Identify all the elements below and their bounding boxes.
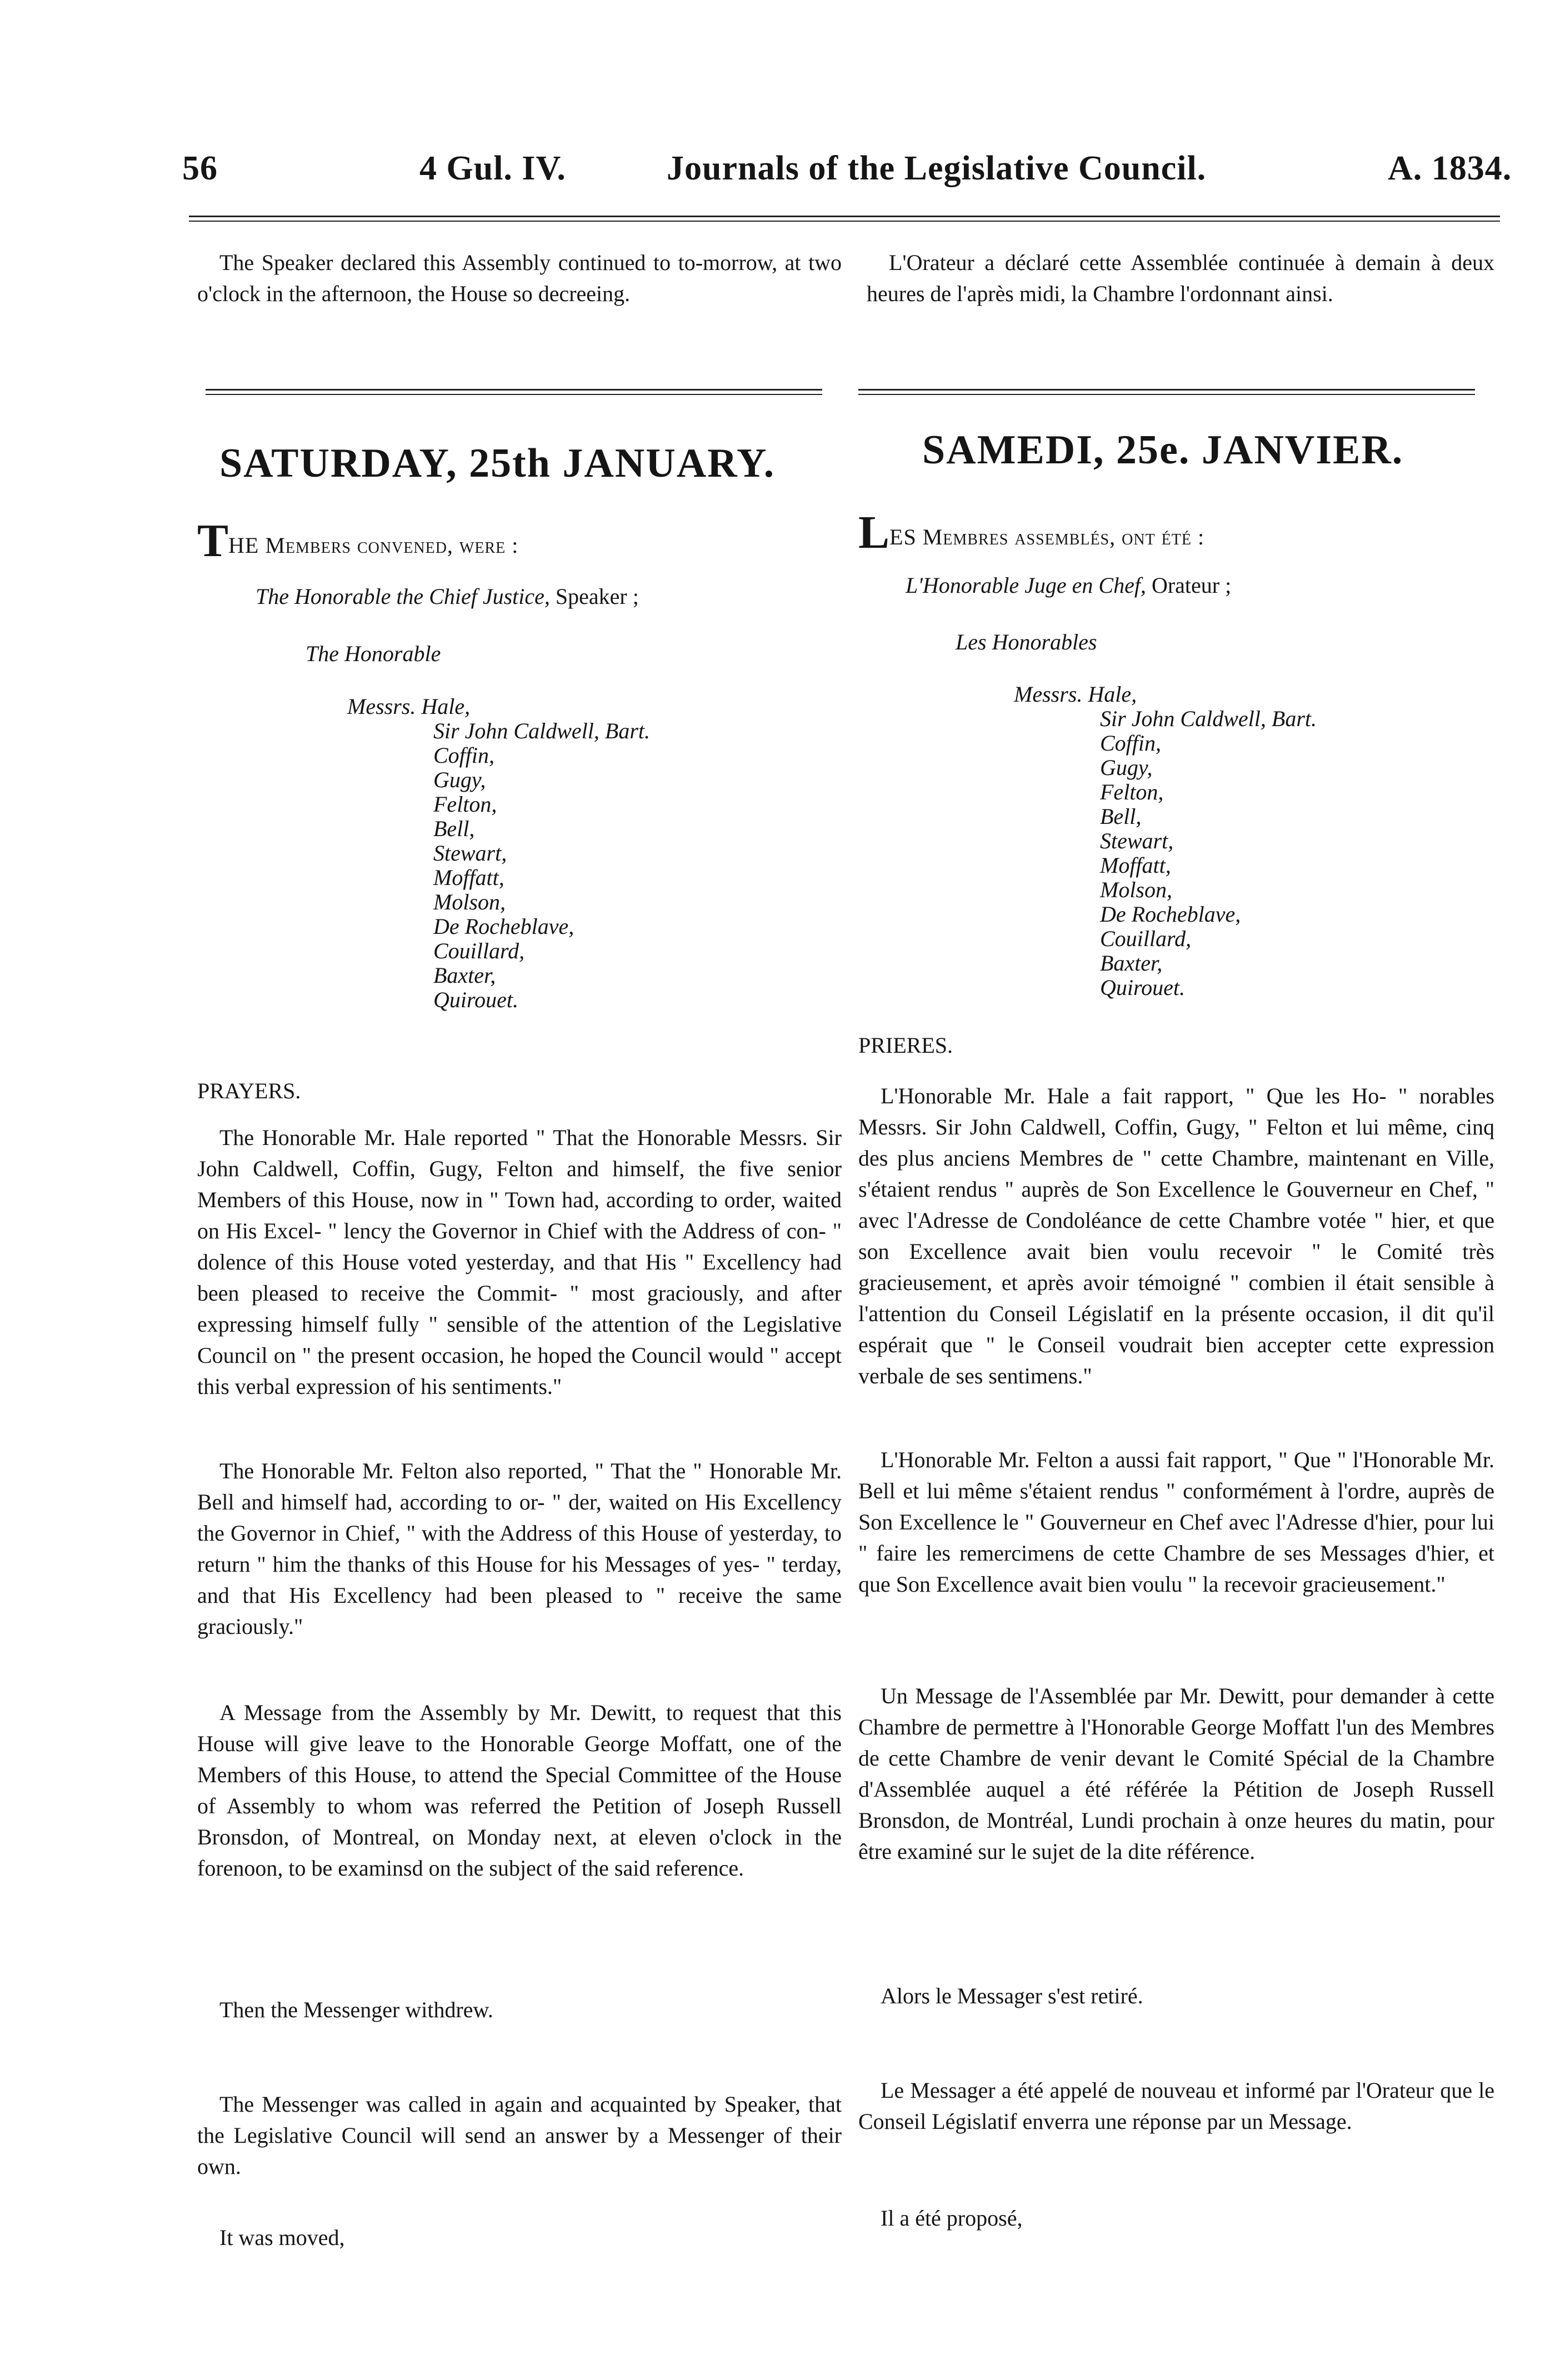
french-member-9: De Rocheblave, xyxy=(1100,902,1241,927)
french-para-felton-report: L'Honorable Mr. Felton a aussi fait rapport, " Que " l'Honorable Mr. Bell et lui même s'étaient rendus " conformément à l'ordre, auprès de Son Excellence le " Gouverneur en Chef avec l'Adresse d'hier, pour lui " faire les remercimens de cette Chambre de ses Messages d'hier, et que Son Excellence avait bien voulu " la recevoir gracieusement." xyxy=(858,1447,1494,1597)
english-member-9: De Rocheblave, xyxy=(433,914,574,939)
english-member-5: Bell, xyxy=(433,816,475,841)
english-speaker-line xyxy=(256,583,639,609)
speaker-title: The Honorable the Chief Justice, xyxy=(256,584,550,609)
french-member-0: Messrs. Hale, xyxy=(1014,682,1137,707)
french-member-8: Molson, xyxy=(1100,877,1172,902)
speaker-role-fr: Orateur ; xyxy=(1146,573,1232,598)
french-para-messenger-recalled: Le Messager a été appelé de nouveau et informé par l'Orateur que le Conseil Législatif enverra une réponse par un Message. xyxy=(858,2078,1494,2134)
french-member-4: Felton, xyxy=(1100,779,1164,804)
french-para-assembly-message: Un Message de l'Assemblée par Mr. Dewitt, pour demander à cette Chambre de permettre à l'Honorable George Moffatt l'un des Membres de cette Chambre de venir devant le Comité Spécial de la Chambre d'Assemblée auquel a été référée la Pétition de Joseph Russell Bronsdon, de Montréal, Lundi prochain à onze heures du matin, pour être examiné sur le sujet de la dite référence. xyxy=(858,1683,1494,1864)
english-honorable-label: The Honorable xyxy=(306,641,441,666)
french-member-6: Stewart, xyxy=(1100,828,1174,853)
english-member-2: Coffin, xyxy=(433,743,495,768)
english-member-12: Quirouet. xyxy=(433,987,518,1012)
english-para-hale-report: The Honorable Mr. Hale reported " That the Honorable Messrs. Sir John Caldwell, Coffin, Gugy, Felton and himself, the five senior Members of this House, now in " Town had, according to order, waited on His Excel- " lency the Governor in Chief with the Address of con- " dolence of this House voted yesterday, and that His " Excellency had been pleased to receive the Commit- " most graciously, and after expressing himself fully " sensible of the attention of the Legislative Council on " the present occasion, he hoped the Council would " accept this verbal expression of his sentiments." xyxy=(197,1125,842,1399)
convened-text: HE Members convened, were : xyxy=(228,533,519,558)
french-para-messenger-withdrew: Alors le Messager s'est retiré. xyxy=(881,1983,1143,2008)
french-date-heading: SAMEDI, 25e. JANVIER. xyxy=(922,427,1404,473)
french-member-10: Couillard, xyxy=(1100,926,1192,951)
french-member-3: Gugy, xyxy=(1100,755,1153,780)
english-member-list xyxy=(347,694,650,1012)
english-member-0: Messrs. Hale, xyxy=(347,694,471,719)
english-member-4: Felton, xyxy=(433,792,497,817)
french-member-2: Coffin, xyxy=(1100,731,1162,756)
french-prayers: PRIERES. xyxy=(858,1033,953,1058)
journal-title: Journals of the Legislative Council. xyxy=(667,149,1207,187)
page-number: 56 xyxy=(182,149,218,187)
convened-text-fr: ES Membres assemblés, ont été : xyxy=(889,524,1205,549)
french-member-list xyxy=(1014,682,1317,1000)
english-intro: The Speaker declared this Assembly continued to to-morrow, at two o'clock in the afternoon, the House so decreeing. xyxy=(197,250,842,306)
speaker-role: Speaker ; xyxy=(549,584,639,609)
french-member-7: Moffatt, xyxy=(1100,853,1171,878)
french-para-hale-report: L'Honorable Mr. Hale a fait rapport, " Que les Ho- " norables Messrs. Sir John Caldwell, Coffin, Gugy, " Felton et lui même, cinq des plus anciens Membres de " cette Chambre, maintenant en Ville, s'étaient rendus " auprès de Son Excellence le Gouverneur en Chef, " avec l'Adresse de Condoléance de cette Chambre votée " hier, et que son Excellence avait bien voulu recevoir " le Comité très gracieusement, et après avoir témoigné " combien il était sensible à l'attention du Conseil Législatif en la présente occasion, il dit qu'il espérait que " le Conseil voudrait bien accepter cette expression verbale de ses sentimens." xyxy=(858,1083,1494,1388)
year-label: A. 1834. xyxy=(1388,149,1512,187)
english-member-3: Gugy, xyxy=(433,767,486,792)
french-section-rule xyxy=(858,389,1475,395)
english-para-it-was-moved: It was moved, xyxy=(219,2225,345,2250)
english-member-10: Couillard, xyxy=(433,938,525,963)
french-para-il-a-ete-propose: Il a été proposé, xyxy=(881,2206,1023,2231)
english-member-6: Stewart, xyxy=(433,841,507,866)
header-rule xyxy=(189,216,1500,222)
french-member-5: Bell, xyxy=(1100,804,1142,829)
english-para-felton-report: The Honorable Mr. Felton also reported, " That the " Honorable Mr. Bell and himself had, according to or- " der, waited on His Excellency the Governor in Chief, " with the Address of this House of yesterday, to return " him the thanks of this House for his Messages of yes- " terday, and that His Excellency had been pleased to " receive the same graciously." xyxy=(197,1458,842,1639)
english-member-8: Molson, xyxy=(433,889,506,914)
drop-cap-t: T xyxy=(197,515,229,567)
english-member-1: Sir John Caldwell, Bart. xyxy=(433,718,650,743)
french-member-12: Quirouet. xyxy=(1100,975,1185,1000)
english-prayers: PRAYERS. xyxy=(197,1078,301,1103)
french-member-11: Baxter, xyxy=(1100,951,1163,976)
english-section-rule xyxy=(206,389,822,395)
french-speaker-line xyxy=(906,572,1231,598)
english-para-messenger-withdrew: Then the Messenger withdrew. xyxy=(219,1997,493,2022)
english-members-convened xyxy=(197,514,518,568)
english-para-assembly-message: A Message from the Assembly by Mr. Dewitt, to request that this House will give leave to the Honorable George Moffatt, one of the Members of this House, to attend the Special Committee of the House of Assembly to whom was referred the Petition of Joseph Russell Bronsdon, of Montreal, on Monday next, at eleven o'clock in the forenoon, to be examinsd on the subject of the said reference. xyxy=(197,1700,842,1881)
regnal-year: 4 Gul. IV. xyxy=(419,149,566,187)
french-intro: L'Orateur a déclaré cette Assemblée continuée à demain à deux heures de l'après midi, la Chambre l'ordonnant ainsi. xyxy=(867,250,1494,306)
english-member-11: Baxter, xyxy=(433,963,496,988)
english-date-heading: SATURDAY, 25th JANUARY. xyxy=(219,441,776,486)
speaker-title-fr: L'Honorable Juge en Chef, xyxy=(906,573,1146,598)
drop-cap-l: L xyxy=(858,507,890,558)
english-para-messenger-recalled: The Messenger was called in again and acquainted by Speaker, that the Legislative Council will send an answer by a Messenger of their own. xyxy=(197,2092,842,2179)
french-honorable-label: Les Honorables xyxy=(956,629,1097,654)
english-member-7: Moffatt, xyxy=(433,865,504,890)
french-member-1: Sir John Caldwell, Bart. xyxy=(1100,706,1317,731)
french-members-convened xyxy=(858,506,1204,559)
